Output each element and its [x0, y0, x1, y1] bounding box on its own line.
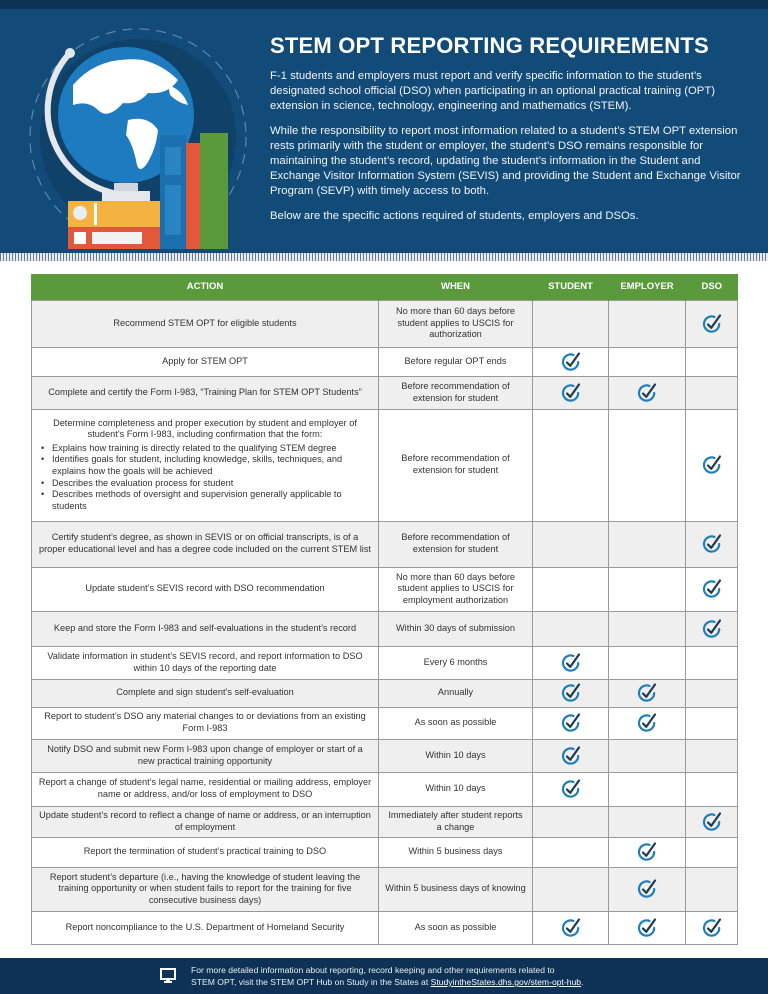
- student-cell: [533, 806, 609, 837]
- column-header-action: ACTION: [32, 274, 379, 300]
- table-row: [32, 739, 738, 772]
- footer-text: For more detailed information about reporting, record keeping and other requirements related to STEM OPT, visit the STEM OPT Hub on Study in the States at StudyintheStates.dhs.gov/stem-opt-hub.: [191, 965, 584, 987]
- employer-cell: [609, 837, 686, 867]
- table-row: [32, 911, 738, 944]
- table-row: [32, 611, 738, 646]
- employer-cell: [609, 300, 686, 347]
- dso-cell: [686, 707, 738, 739]
- dso-cell: [686, 739, 738, 772]
- table-row: [32, 806, 738, 837]
- student-cell: [533, 867, 609, 911]
- footer: [0, 958, 768, 994]
- when-cell: Before recommendation of extension for student: [379, 409, 533, 521]
- check-icon: [560, 917, 582, 939]
- employer-cell: [609, 867, 686, 911]
- top-bar: [0, 0, 768, 9]
- column-header-when: WHEN: [379, 274, 533, 300]
- check-icon: [636, 712, 658, 734]
- student-cell: [533, 739, 609, 772]
- check-icon: [560, 778, 582, 800]
- check-icon: [560, 745, 582, 767]
- table-row: [32, 867, 738, 911]
- when-cell: Every 6 months: [379, 646, 533, 679]
- action-cell: Report noncompliance to the U.S. Department of Homeland Security: [32, 911, 379, 944]
- computer-monitor-icon: [160, 968, 176, 984]
- action-cell: Apply for STEM OPT: [32, 347, 379, 376]
- employer-cell: [609, 646, 686, 679]
- action-cell: Report the termination of student’s practical training to DSO: [32, 837, 379, 867]
- dso-cell: [686, 567, 738, 611]
- dso-cell: [686, 409, 738, 521]
- student-cell: [533, 646, 609, 679]
- check-icon: [560, 712, 582, 734]
- check-icon: [701, 313, 723, 335]
- dso-cell: [686, 837, 738, 867]
- dso-cell: [686, 911, 738, 944]
- table-row: [32, 521, 738, 567]
- student-cell: [533, 911, 609, 944]
- student-cell: [533, 376, 609, 409]
- when-cell: Before regular OPT ends: [379, 347, 533, 376]
- action-cell: Report a change of student’s legal name, residential or mailing address, employer name or address, and/or loss of employment to DSO: [32, 772, 379, 806]
- check-icon: [701, 578, 723, 600]
- action-cell: Certify student’s degree, as shown in SEVIS or on official transcripts, is of a proper educational level and has a degree code included on the current STEM list: [32, 521, 379, 567]
- table-row: [32, 409, 738, 521]
- when-cell: As soon as possible: [379, 911, 533, 944]
- employer-cell: [609, 772, 686, 806]
- table-row: [32, 567, 738, 611]
- check-icon: [701, 917, 723, 939]
- criteria-list: [38, 443, 372, 513]
- intro-paragraph: F-1 students and employers must report and verify specific information to the student’s designated school official (DSO) when participating in an optional practical training (OPT) extension in science, technology, engineering and mathematics (STEM).: [270, 70, 715, 113]
- action-cell: Report student’s departure (i.e., having the knowledge of student leaving the training opportunity or when student fails to report for the training for five consecutive business days): [32, 867, 379, 911]
- table-row: [32, 679, 738, 707]
- dso-cell: [686, 772, 738, 806]
- employer-cell: [609, 409, 686, 521]
- check-icon: [636, 682, 658, 704]
- action-cell: Complete and certify the Form I-983, “Training Plan for STEM OPT Students”: [32, 376, 379, 409]
- when-cell: Within 5 business days: [379, 837, 533, 867]
- student-cell: [533, 567, 609, 611]
- employer-cell: [609, 376, 686, 409]
- check-icon: [560, 351, 582, 373]
- check-icon: [560, 382, 582, 404]
- dso-cell: [686, 867, 738, 911]
- check-icon: [701, 454, 723, 476]
- table-row: [32, 347, 738, 376]
- when-cell: No more than 60 days before student applies to USCIS for authorization: [379, 300, 533, 347]
- when-cell: Within 5 business days of knowing: [379, 867, 533, 911]
- responsibility-paragraph: While the responsibility to report most information related to a student’s STEM OPT extension rests primarily with the student or employer, the student’s DSO remains responsible for maintaining the student’s record, updating the student’s information in the Student and Exchange Visitor Information System (SEVIS) and providing the Student and Exchange Visitor Program (SEVP) with timely access to both.: [270, 124, 741, 198]
- table-row: [32, 707, 738, 739]
- dso-cell: [686, 646, 738, 679]
- check-icon: [560, 682, 582, 704]
- when-cell: No more than 60 days before student applies to USCIS for employment authorization: [379, 567, 533, 611]
- header-banner: [0, 9, 768, 253]
- page-title: STEM OPT REPORTING REQUIREMENTS: [270, 33, 709, 58]
- table-header-row: [32, 274, 738, 300]
- employer-cell: [609, 911, 686, 944]
- student-cell: [533, 347, 609, 376]
- dso-cell: [686, 376, 738, 409]
- student-cell: [533, 772, 609, 806]
- student-cell: [533, 707, 609, 739]
- student-cell: [533, 521, 609, 567]
- column-header-dso: DSO: [686, 274, 738, 300]
- student-cell: [533, 300, 609, 347]
- criteria-list-item: • Describes the evaluation process for student: [38, 478, 372, 490]
- actions-intro-paragraph: Below are the specific actions required of students, employers and DSOs.: [270, 209, 639, 222]
- column-header-student: STUDENT: [533, 274, 609, 300]
- criteria-list-item: • Describes methods of oversight and supervision generally applicable to students: [38, 489, 372, 512]
- column-header-employer: EMPLOYER: [609, 274, 686, 300]
- student-cell: [533, 837, 609, 867]
- when-cell: As soon as possible: [379, 707, 533, 739]
- table-row: [32, 837, 738, 867]
- check-icon: [636, 917, 658, 939]
- action-cell: Complete and sign student’s self-evaluation: [32, 679, 379, 707]
- employer-cell: [609, 347, 686, 376]
- table-row: [32, 646, 738, 679]
- action-cell: Update student’s record to reflect a change of name or address, or an interruption of employment: [32, 806, 379, 837]
- action-cell: Report to student’s DSO any material changes to or deviations from an existing Form I-983: [32, 707, 379, 739]
- when-cell: Before recommendation of extension for student: [379, 521, 533, 567]
- student-cell: [533, 409, 609, 521]
- check-icon: [701, 618, 723, 640]
- employer-cell: [609, 567, 686, 611]
- when-cell: Before recommendation of extension for student: [379, 376, 533, 409]
- student-cell: [533, 679, 609, 707]
- action-cell: Keep and store the Form I-983 and self-evaluations in the student’s record: [32, 611, 379, 646]
- check-icon: [560, 652, 582, 674]
- when-cell: Within 10 days: [379, 772, 533, 806]
- when-cell: Annually: [379, 679, 533, 707]
- table-row: [32, 772, 738, 806]
- action-cell: Update student’s SEVIS record with DSO recommendation: [32, 567, 379, 611]
- table-row: [32, 300, 738, 347]
- requirements-table: [31, 274, 738, 945]
- check-icon: [701, 533, 723, 555]
- check-icon: [636, 878, 658, 900]
- action-cell: Notify DSO and submit new Form I-983 upon change of employer or start of a new practical training opportunity: [32, 739, 379, 772]
- dso-cell: [686, 611, 738, 646]
- action-cell: Validate information in student’s SEVIS record, and report information to DSO within 10 days of the reporting date: [32, 646, 379, 679]
- when-cell: Immediately after student reports a change: [379, 806, 533, 837]
- criteria-list-item: • Explains how training is directly related to the qualifying STEM degree: [38, 443, 372, 455]
- employer-cell: [609, 739, 686, 772]
- when-cell: Within 30 days of submission: [379, 611, 533, 646]
- dso-cell: [686, 300, 738, 347]
- action-cell: Determine completeness and proper execution by student and employer of student’s Form I-983, including confirmation that the form: • Explains how training is directly related to the qualifying STEM degree • Identifies goals for student, including knowledge, skills, techniques, and explains how the goals will be achieved • Describes the evaluation process for student • Describes methods of oversight and supervision generally applicable to students: [32, 409, 379, 521]
- stem-opt-hub-link[interactable]: StudyintheStates.dhs.gov/stem-opt-hub: [430, 977, 582, 987]
- check-icon: [636, 382, 658, 404]
- employer-cell: [609, 806, 686, 837]
- student-cell: [533, 611, 609, 646]
- dso-cell: [686, 347, 738, 376]
- when-cell: Within 10 days: [379, 739, 533, 772]
- employer-cell: [609, 679, 686, 707]
- dso-cell: [686, 806, 738, 837]
- table-row: [32, 376, 738, 409]
- dso-cell: [686, 521, 738, 567]
- dso-cell: [686, 679, 738, 707]
- employer-cell: [609, 707, 686, 739]
- employer-cell: [609, 521, 686, 567]
- decorative-divider: [0, 253, 768, 261]
- criteria-list-item: • Identifies goals for student, including knowledge, skills, techniques, and explains how the goals will be achieved: [38, 454, 372, 477]
- action-cell: Recommend STEM OPT for eligible students: [32, 300, 379, 347]
- globe-and-books-icon: [28, 25, 248, 250]
- employer-cell: [609, 611, 686, 646]
- check-icon: [636, 841, 658, 863]
- check-icon: [701, 811, 723, 833]
